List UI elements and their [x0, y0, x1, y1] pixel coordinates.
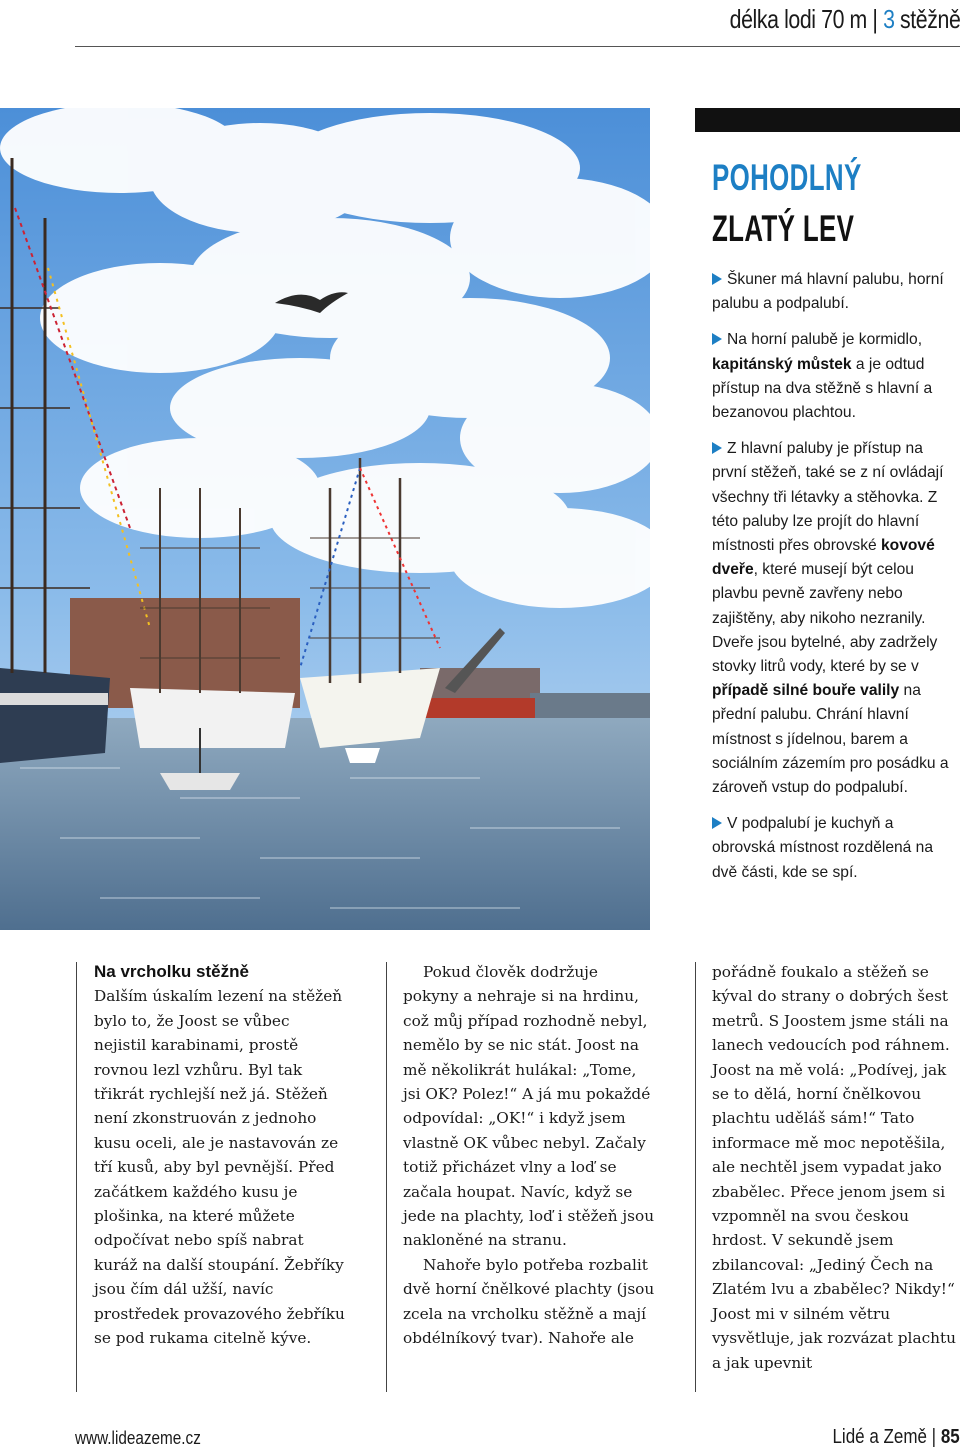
- article-column-3: [712, 960, 957, 1375]
- section-title-number: 3: [882, 4, 895, 34]
- sidebar-paragraph: Z hlavní paluby je přístup na první stěžeň, také se z ní ovládají všechny tři létavky a stěhovka. Z této paluby lze projít do hlavní místnosti přes obrovské kovové dveře, které musejí být celou plavbu pevně zavřeny nebo zajištěny, aby nikoho nezranily. Dveře jsou bytelné, aby zadržely stovky litrů vody, které by se v případě silné bouře valily na přední palubu. Chrání hlavní místnost s jídelnou, barem a sociálním zázemím pro posádku a zároveň vstup do podpalubí.: [712, 440, 949, 797]
- header-divider: [75, 46, 960, 47]
- tall-ships-harbor-icon: [0, 108, 650, 930]
- bullet-arrow-icon: [712, 333, 722, 345]
- footer-magazine: [833, 1426, 960, 1449]
- footer-separator: |: [927, 1426, 942, 1448]
- article-paragraph: pořádně foukalo a stěžeň se kýval do strany o dobrých šest metrů. S Joostem jsme stáli na lanech vedoucích pod ráhnem. Joost na mě volá: „Podívej, jak se to dělá, horní čnělkovou plachtu uděláš sám!“ Tato informace mě moc nepotěšila, ale nechtěl jsem vypadat jako zbabělec. Přece jenom jsem si vzpomněl na svou českou hrdost. V sekundě jsem zbilancoval: „Jediný Čech na Zlatém lvu a zbabělec? Nikdy!“ Joost mi v silném větru vysvětluje, jak rozvázat plachtu a jak upevnit: [712, 963, 956, 1372]
- column-rule: [386, 962, 387, 1392]
- footer-url[interactable]: www.lideazeme.cz: [75, 1428, 201, 1448]
- sidebar-title: [712, 152, 862, 254]
- sidebar-paragraph: Na horní palubě je kormidlo, kapitánský můstek a je odtud přístup na dva stěžně s hlavní a bezanovou plachtou.: [712, 331, 933, 422]
- sidebar-paragraph: V podpalubí je kuchyň a obrovská místnost rozdělená na dvě části, kde se spí.: [712, 815, 934, 881]
- bullet-arrow-icon: [712, 817, 722, 829]
- section-title-prefix: délka lodi 70 m |: [729, 4, 883, 34]
- section-title: [729, 4, 960, 35]
- article-column-1: [94, 960, 346, 1351]
- article-column-2: [403, 960, 655, 1351]
- sidebar-paragraph: Škuner má hlavní palubu, horní palubu a podpalubí.: [712, 271, 944, 313]
- bullet-arrow-icon: [712, 442, 722, 454]
- magazine-name: Lidé a Země: [832, 1426, 928, 1448]
- sidebar-text: [712, 268, 957, 897]
- article-paragraph: Nahoře bylo potřeba rozbalit dvě horní čnělkové plachty (jsou zcela na vrcholku stěžně a mají obdélníkový tvar). Nahoře ale: [403, 1255, 655, 1348]
- column-rule: [76, 962, 77, 1392]
- sidebar-header-bar: [695, 108, 960, 132]
- sidebar-title-line1: POHODLNÝ: [712, 157, 862, 198]
- sidebar-title-line2: ZLATÝ LEV: [712, 208, 855, 249]
- section-title-suffix: stěžně: [894, 4, 960, 34]
- article-paragraph: Pokud člověk dodržuje pokyny a nehraje si na hrdinu, což můj případ rozhodně nebyl, nemělo by se nic stát. Joost na mě několikrát hulákal: „Tome, jsi OK? Polez!“ A já mu pokaždé odpovídal: „OK!“ i když jsem vlastně OK vůbec nebyl. Začaly totiž přicházet vlny a loď se začala houpat. Navíc, když se jede na plachty, loď i stěžeň jsou nakloněné na stranu.: [403, 963, 655, 1250]
- column-rule: [695, 962, 696, 1392]
- bullet-arrow-icon: [712, 273, 722, 285]
- article-heading: Na vrcholku stěžně: [94, 962, 249, 981]
- page-number: 85: [941, 1426, 960, 1448]
- article-paragraph: Dalším úskalím lezení na stěžeň bylo to, že Joost se vůbec nejistil karabinami, prostě rovnou lezl vzhůru. Byl tak třikrát rychlejší než já. Stěžeň není zkonstruován z jednoho kusu oceli, ale je nastavován ze tří kusů, aby byl pevnější. Před začátkem každého kusu je plošinka, na které můžete odpočívat nebo spíš nabrat kuráž na další stoupání. Žebříky jsou čím dál užší, navíc prostředek provazového žebříku se pod rukama citelně kýve.: [94, 987, 345, 1348]
- harbor-photo: [0, 108, 650, 930]
